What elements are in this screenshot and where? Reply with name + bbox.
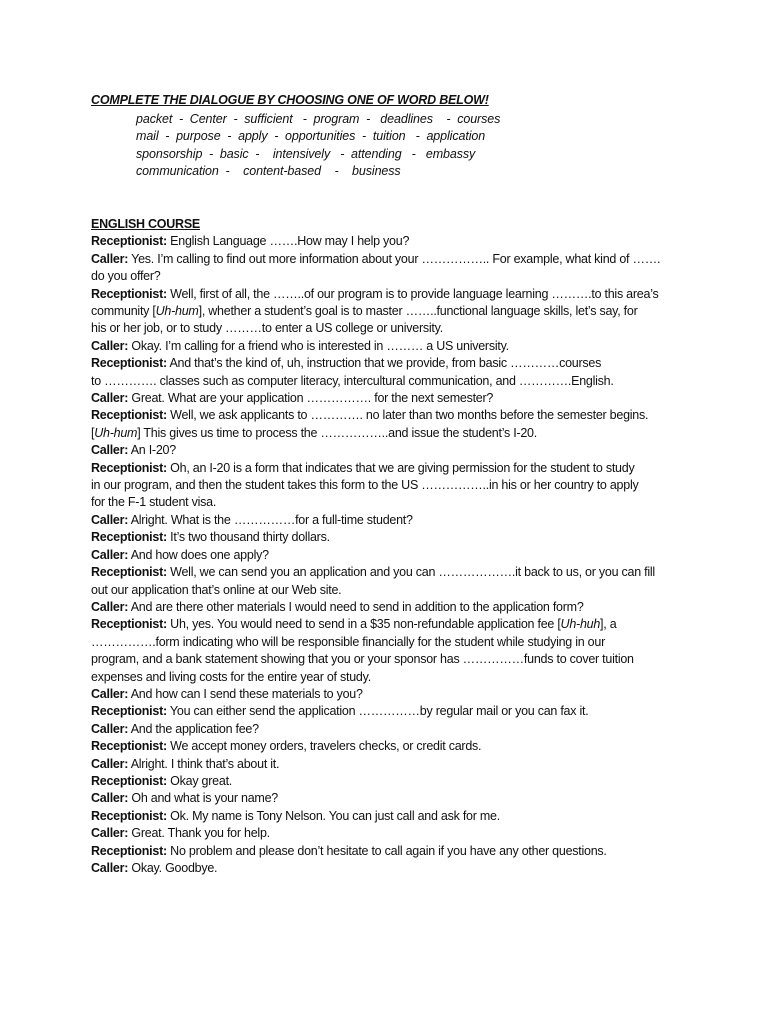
speaker-label: Receptionist:: [91, 843, 167, 858]
speaker-label: Receptionist:: [91, 234, 167, 249]
line-text: Well, we ask applicants to …………. no later than two months before the semester begins.: [166, 408, 649, 423]
line-text: program, and a bank statement showing that you or your sponsor has ……………funds to cover tuition: [91, 652, 634, 667]
speaker-label: Receptionist:: [91, 356, 167, 371]
dialogue-line: [91, 634, 681, 651]
line-text: English Language …….How may I help you?: [166, 234, 410, 249]
line-text: out our application that’s online at our Web site.: [91, 582, 342, 597]
line-text: Oh, an I-20 is a form that indicates that we are giving permission for the student to study: [166, 460, 635, 475]
dialogue-line: [91, 582, 681, 599]
course-title: ENGLISH COURSE: [91, 217, 201, 231]
line-text: An I-20?: [128, 443, 176, 458]
dialogue-line: [91, 494, 681, 511]
dialogue-line: [91, 460, 681, 477]
line-text: Ok. My name is Tony Nelson. You can just call and ask for me.: [166, 808, 500, 823]
speaker-label: Caller:: [91, 251, 129, 266]
dialogue-line: [91, 320, 681, 337]
line-text: community [: [91, 304, 156, 319]
line-text: Alright. What is the ……………for a full-time student?: [128, 512, 413, 527]
speaker-label: Receptionist:: [91, 460, 167, 475]
dialogue-line: [91, 286, 681, 303]
speaker-label: Caller:: [91, 861, 129, 876]
line-text: Okay great.: [166, 773, 233, 788]
word-bank-line: communication - content-based - business: [136, 163, 401, 178]
line-text: Oh and what is your name?: [128, 791, 278, 806]
dialogue-line: [91, 564, 681, 581]
dialogue-line: [91, 616, 681, 633]
speaker-label: Caller:: [91, 547, 129, 562]
dialogue-line: [91, 442, 681, 459]
speaker-label: Receptionist:: [91, 773, 167, 788]
interjection: Uh-hum: [155, 304, 199, 319]
word-bank-line: packet - Center - sufficient - program - deadlines - courses: [136, 112, 501, 126]
line-text: his or her job, or to study ………to enter a US college or university.: [91, 321, 443, 336]
dialogue-line: [91, 825, 681, 842]
speaker-label: Receptionist:: [91, 808, 167, 823]
word-bank-line: sponsorship - basic - intensively - attending - embassy: [136, 146, 476, 161]
speaker-label: Caller:: [91, 443, 129, 458]
speaker-label: Receptionist:: [91, 408, 167, 423]
dialogue-line: [91, 843, 681, 860]
dialogue-line: [91, 738, 681, 755]
word-bank-line: mail - purpose - apply - opportunities - tuition - application: [136, 129, 486, 144]
line-text: And that’s the kind of, uh, instruction that we provide, from basic …………courses: [166, 356, 602, 371]
dialogue-line: [91, 703, 681, 720]
dialogue-line: [91, 425, 681, 442]
dialogue-line: [91, 390, 681, 407]
line-text: And how can I send these materials to you?: [128, 686, 363, 701]
instruction-heading: COMPLETE THE DIALOGUE BY CHOOSING ONE OF WORD BELOW!: [91, 93, 489, 107]
line-text: Well, first of all, the ……..of our program is to provide language learning ……….to this area’s: [166, 286, 659, 301]
dialogue-line: [91, 599, 681, 616]
dialogue-line: [91, 790, 681, 807]
line-text: in our program, and then the student takes this form to the US ……………..in his or her country to apply: [91, 478, 639, 493]
dialogue-line: [91, 407, 681, 424]
speaker-label: Caller:: [91, 338, 129, 353]
line-text: Great. Thank you for help.: [128, 826, 270, 841]
speaker-label: Caller:: [91, 686, 129, 701]
line-text: Well, we can send you an application and you can ……………….it back to us, or you can fill: [166, 565, 655, 580]
line-text: expenses and living costs for the entire year of study.: [91, 669, 371, 684]
line-text: Great. What are your application ……………. for the next semester?: [128, 391, 494, 406]
speaker-label: Receptionist:: [91, 617, 167, 632]
speaker-label: Receptionist:: [91, 530, 167, 545]
line-text: Okay. Goodbye.: [128, 861, 218, 876]
line-text: And are there other materials I would need to send in addition to the application form?: [128, 599, 584, 614]
speaker-label: Receptionist:: [91, 739, 167, 754]
speaker-label: Receptionist:: [91, 286, 167, 301]
line-text: …………….form indicating who will be responsible financially for the student while studying in our: [91, 634, 606, 649]
line-text: for the F-1 student visa.: [91, 495, 217, 510]
dialogue-line: [91, 721, 681, 738]
line-text: You can either send the application ……………by regular mail or you can fax it.: [166, 704, 589, 719]
word-bank: [136, 111, 500, 180]
line-text: Okay. I’m calling for a friend who is interested in ……… a US university.: [128, 338, 509, 353]
dialogue-line: [91, 477, 681, 494]
speaker-label: Caller:: [91, 599, 129, 614]
dialogue-line: [91, 808, 681, 825]
speaker-label: Receptionist:: [91, 704, 167, 719]
dialogue-line: [91, 303, 681, 320]
interjection: Uh-huh: [560, 617, 601, 632]
line-text: ], a: [600, 617, 617, 632]
dialogue-line: [91, 686, 681, 703]
dialogue-line: [91, 773, 681, 790]
dialogue-line: [91, 669, 681, 686]
line-text: Yes. I’m calling to find out more information about your …………….. For example, what kind of …….: [128, 251, 661, 266]
line-text: We accept money orders, travelers checks, or credit cards.: [166, 739, 482, 754]
line-text: to …………. classes such as computer literacy, intercultural communication, and ………….English.: [91, 373, 614, 388]
dialogue-line: [91, 512, 681, 529]
dialogue-line: [91, 233, 681, 250]
line-text: [: [91, 425, 95, 440]
dialogue-line: [91, 251, 681, 268]
speaker-label: Caller:: [91, 512, 129, 527]
line-text: No problem and please don’t hesitate to call again if you have any other questions.: [166, 843, 607, 858]
line-text: And how does one apply?: [128, 547, 269, 562]
dialogue-line: [91, 860, 681, 877]
speaker-label: Caller:: [91, 826, 129, 841]
line-text: Uh, yes. You would need to send in a $35 non-refundable application fee [: [166, 617, 561, 632]
speaker-label: Caller:: [91, 721, 129, 736]
speaker-label: Caller:: [91, 791, 129, 806]
line-text: ], whether a student’s goal is to master ……..functional language skills, let’s say, for: [198, 304, 638, 319]
line-text: And the application fee?: [128, 721, 259, 736]
line-text: It’s two thousand thirty dollars.: [166, 530, 330, 545]
dialogue-line: [91, 756, 681, 773]
dialogue: [91, 216, 681, 877]
dialogue-line: [91, 355, 681, 372]
speaker-label: Receptionist:: [91, 565, 167, 580]
speaker-label: Caller:: [91, 756, 129, 771]
dialogue-line: [91, 373, 681, 390]
dialogue-line: [91, 651, 681, 668]
line-text: Alright. I think that’s about it.: [128, 756, 280, 771]
speaker-label: Caller:: [91, 391, 129, 406]
dialogue-line: [91, 268, 681, 285]
line-text: do you offer?: [91, 269, 161, 284]
line-text: ] This gives us time to process the ……………..and issue the student’s I-20.: [137, 425, 537, 440]
dialogue-lines: [91, 233, 681, 877]
dialogue-line: [91, 529, 681, 546]
dialogue-line: [91, 547, 681, 564]
dialogue-line: [91, 338, 681, 355]
interjection: Uh-hum: [94, 425, 138, 440]
